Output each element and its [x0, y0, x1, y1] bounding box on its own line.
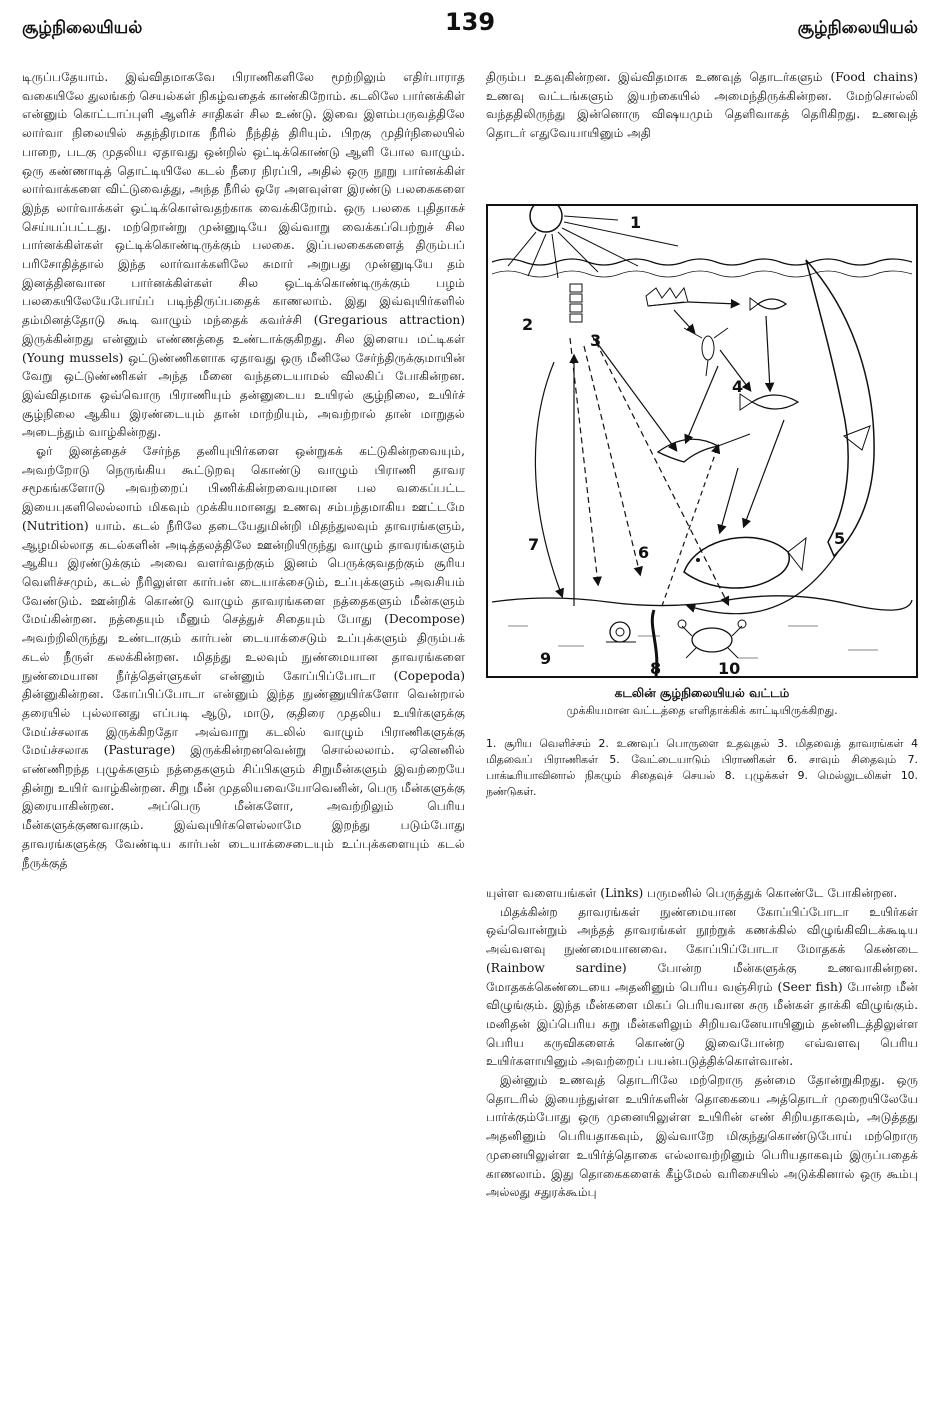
- label-7: 7: [528, 535, 540, 554]
- paragraph: யுள்ள வளையங்கள் (Links) பருமனில் பெருத்துக் கொண்டே போகின்றன.: [486, 886, 898, 900]
- crab-icon: [678, 620, 746, 658]
- label-6: 6: [638, 543, 650, 562]
- page-number: 139: [444, 8, 496, 36]
- label-9: 9: [540, 649, 552, 668]
- shark-icon: [806, 260, 874, 556]
- paragraph: இன்னும் உணவுத் தொடரிலே மற்றொரு தன்மை தோன்றுகிறது. ஒரு தொடரில் இயைந்துள்ள உயிர்களின் தொகையை அத்தொடர் முறையிலேயே பார்க்கும்போது ஒரு முனையிலுள்ள உயிரின் எண் சிறியதாகவும், அடுத்தது அதனினும் பெரியதாகவும், இவ்வாறே மிகுந்துகொண்டுபோய் மற்றொரு முனையிலுள்ள உயிர்த்தொகை எல்லாவற்றினும் பெரியதாகவும் இருப்பதைக் காணலாம். இது தொகைகளைக் கீழ்மேல் வரிசையில் அடுக்கினால் ஒரு கூம்பு அல்லது சதுரக்கூம்பு: [486, 1073, 918, 1200]
- snail-icon: [606, 622, 636, 642]
- shrimp-icon: [658, 434, 750, 462]
- paragraph: டிருப்பதேயாம். இவ்விதமாகவே பிராணிகளிலே மூற்றிலும் எதிர்பாராத வகையிலே துலங்கற் செயல்கள் நிகழ்வதைக் காண்கிறோம். கடலிலே பார்னக்கிள் என்னும் கொட்டாப்புளி ஆளிச் சாதிகள் சில உண்டு. இவை இளம்பருவத்திலே லார்வா நிலையில் சுதந்திரமாக நீரில் நீந்தித் திரியும். பிறகு முதிர்நிலையில் பாறை, படகு முதலிய ஏதாவது ஒன்றில் ஒட்டிக்கொண்டு ஆளி போல வாழும். ஒரு கண்ணாடித் தொட்டியிலே கடல் நீரை நிரப்பி, அதில் ஒரு நூறு பார்னக்கிள் லார்வாக்களை விட்டுவைத்து, அந்த நீரில் ஒரே அளவுள்ள இரண்டு பலகைகளை இந்த லார்வாக்கள் ஒட்டிக்கொள்வதற்காக வைக்கிறோம். ஒரு பலகை புதிதாகச் செய்யப்பட்டது. மற்றொன்று முன்னுடியே இவ்வாறு வைக்கப்பெற்றுச் சில பார்னக்கிள்கள் ஒட்டிக்கொண்டிருக்கும் பலகை. இப்பலகைகளைத் திரும்பப் பரிசோதித்தால் இந்த லார்வாக்களிலே சுமார் அறுபது முன்னுடியே தம் இனத்தினவான பார்னக்கிள்கள் சில ஒட்டிக்கொண்டிருக்கும் பழம் பலகையிலேயேபோய்ப் படிந்திருப்பதைக் காணலாம். இது இவ்வுயிர்களில் தம்மினத்தோடு கூடி வாழும் மந்தைக் கவர்ச்சி (Gregarious attraction) இருக்கின்றது என்னும் எண்ணத்தை உண்டாக்குகிறது. சில இளைய மட்டிகள் (Young mussels) ஒட்டுண்ணிகளாக ஏதாவது ஒரு மீனிலே சேர்ந்திருக்குமாயின் வேறு ஒட்டுண்ணிகள் அந்த மீனை வந்தடையாமல் விலகிப் போகின்றன. இவ்விதமாக ஒவ்வொரு பிராணியும் தன்னுடைய உயிரல் சூழ்நிலை, உயிர்ச் சூழ்நிலை ஆகிய இரண்டையும் தான் மாற்றியும், அவற்றால் தான் மாறுதல் அடைந்தும் வாழ்கின்றது.: [22, 70, 465, 440]
- paragraph: மிதக்கின்ற தாவரங்கள் நுண்மையான கோப்பிப்போடா உயிர்கள் ஒவ்வொன்றும் அந்தத் தாவரங்கள் நூற்றுக் கணக்கில் விழுங்கிவிடக்கூடிய அவ்வளவு நுண்மையானவை. கோப்பிப்போடா மோதகக் கெண்டை (Rainbow sardine) போன்ற மீன்களுக்கு உணவாகின்றன. மோதகக்கெண்டையை அதனினும் பெரிய வஞ்சிரம் (Seer fish) போன்ற மீன் விழுங்கும். இந்த மீன்களை மிகப் பெரியவான சுரு மீன்கள் தாக்கி விழுங்கும். மனிதன் இப்பெரிய சுறு மீன்களிலும் சிறியவனேயாயினும் தன்னிடத்திலுள்ள பெரிய கருவிகளைக் கொண்டு இவைபோன்ற எவ்வளவு பெரிய உயிர்களாயினும் அவற்றைப் பயன்படுத்திக்கொள்வான்.: [486, 904, 918, 1069]
- diatom-cluster-icon: [646, 288, 688, 306]
- label-8: 8: [650, 659, 662, 676]
- label-3: 3: [590, 331, 602, 350]
- paragraph: திரும்ப உதவுகின்றன. இவ்விதமாக உணவுத் தொடர்களும் (Food chains) உணவு வட்டங்களும் இயற்கையில் அமைந்திருக்கின்றன. மேற்சொல்லி வந்ததிலிருந்து இன்னொரு விஷயமும் தெளிவாகத் தெரிகிறது. உணவுத் தொடர் எதுவேயாயினும் அதி: [486, 70, 918, 141]
- label-1: 1: [630, 213, 642, 232]
- sea-floor: [492, 596, 912, 610]
- medium-fish-icon: [740, 394, 798, 410]
- label-10: 10: [718, 659, 741, 676]
- left-column: [22, 68, 465, 872]
- water-surface: [492, 259, 912, 265]
- running-title-right: சூழ்நிலையியல்: [797, 18, 918, 38]
- right-column-top: [486, 68, 918, 143]
- page-header: [22, 8, 918, 42]
- label-2: 2: [522, 315, 534, 334]
- small-fish-icon: [750, 298, 786, 310]
- figure-legend: 1. சூரிய வெளிச்சம் 2. உணவுப் பொருளை உதவுதல் 3. மிதவைத் தாவரங்கள் 4 மிதவைப் பிராணிகள் 5. வேட்டையாடும் பிராணிகள் 6. சாவும் சிதைவும் 7. பாக்டீரியாவினால் நிகழும் சிதைவுச் செயல் 8. புழுக்கள் 9. மெல்லுடலிகள் 10. நண்டுகள்.: [486, 737, 918, 798]
- figure-title: கடலின் சூழ்நிலையியல் வட்டம்: [614, 686, 790, 700]
- running-title-left: சூழ்நிலையியல்: [22, 18, 143, 38]
- sun-icon: [508, 206, 678, 278]
- ecology-cycle-figure: [486, 204, 918, 678]
- right-column-bottom: [486, 884, 918, 1202]
- label-5: 5: [834, 529, 846, 548]
- figure-subtitle: முக்கியமான வட்டத்தை எளிதாக்கிக் காட்டியிருக்கிறது.: [566, 704, 838, 717]
- paragraph: ஓர் இனத்தைச் சேர்ந்த தனியுயிர்களை ஒன்றுகக் கட்டுகின்றவையும், அவற்றோடு நெருங்கிய கூட்டுறவு கொண்டு வாழும் பிராணி தாவர சமூகங்களோடு அவற்றைப் பிணிக்கின்றவையுமான பல வகைப்பட்ட இயைபுகளிலெல்லாம் மிகவும் முக்கியமானது உணவு சம்பந்தமாகிய ஊட்டமே (Nutrition) யாம். கடல் நீரிலே தடையேதுமின்றி மிதந்துலவும் தாவரங்களும், ஆழமில்லாத கடல்களின் அடித்தலத்திலே ஊன்றியிருந்து வாழும் தாவரங்களும் ஆகிய இரண்டுக்கும் அவை வளர்வதற்கும் இனம் பெருக்குவதற்கும் சூரிய வெளிச்சமும், கடல் நீரிலுள்ள கார்பன் டையாக்சைடும், உப்புக்களும் அவசியம் வேண்டும். ஊன்றிக் கொண்டு வாழும் தாவரங்களை நத்தைகளும் மீன்களும் மேய்கின்றன. நத்தையும் மீனும் செத்துச் சிதையும் போது (Decompose) அவற்றிலிருந்து உண்டாகும் கார்பன் டையாக்சைடும் உப்புக்களும் திரும்பக் கடல் நீருள் கலக்கின்றன. மிதந்து உலவும் நுண்மையான தாவரங்களை நுண்மையான நீர்த்தெள்ளுகள் என்னும் கோப்பிப்போடா (Copepoda) தின்னுகின்றன. கோப்பிப்போடா என்னும் இந்த நுண்ணுயிர்களோ வென்றால் தரையில் புல்லானது எப்படி ஆடு, மாடு, குதிரை முதலிய உயிர்களுக்கு மேய்ச்சலாக இருக்கிறதோ அவ்வாறு கடலில் வாழும் பிராணிகளுக்கு மேய்ச்சலாக (Pasturage) இருக்கின்றனவென்று சொல்லலாம். ஏனெனில் எண்ணிறந்த புழுக்களும் நத்தைகளும் சிப்பிகளும் சிறுமீன்களும் இவற்றையே தின்று உயிர் வாழ்கின்றன. சிறு மீன் முதலியவையோவெனின், பெரு மீன்களுக்கு இரையாகின்றன. அப்பெரு மீன்களோ, அவற்றிலும் பெரிய மீன்களுக்குணவாகும். இவ்வுயிர்களெல்லாமே இறந்து படும்போது தாவரங்களுக்கு வேண்டிய கார்பன் டையாக்சைடையும் உப்புக்களையும் கடல் நீருக்குத்: [22, 444, 465, 870]
- label-4: 4: [732, 377, 744, 396]
- ecology-cycle-illustration: [488, 206, 916, 676]
- phytoplankton-icon: [570, 284, 582, 322]
- grouper-fish-icon: [684, 537, 806, 588]
